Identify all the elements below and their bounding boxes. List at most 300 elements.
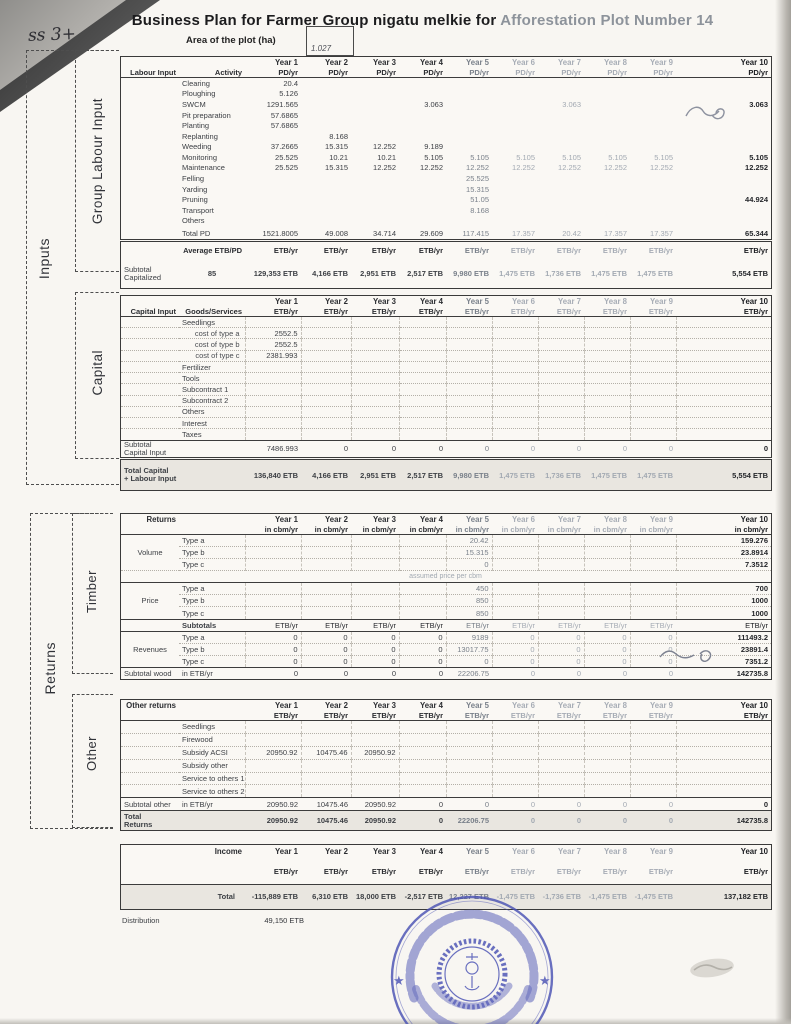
value-cell: 5.105	[749, 152, 768, 162]
value-cell: 20.42	[562, 229, 581, 239]
unit-header: ETB/yr	[556, 866, 582, 876]
value-cell: -1,475 ETB	[584, 884, 630, 909]
value-cell	[399, 110, 446, 121]
unit-header: PD/yr	[446, 67, 492, 78]
value-cell: 18,000 ETB	[351, 884, 399, 909]
value-cell: 25.525	[275, 163, 298, 173]
value-cell	[301, 418, 351, 429]
column-header: Capital Input	[121, 306, 179, 317]
value-cell	[676, 142, 771, 153]
other-returns-table	[121, 700, 771, 830]
value-cell: 1521.8005	[262, 229, 298, 239]
value-cell	[676, 361, 771, 372]
year-header: Year 4	[420, 846, 444, 856]
value-cell	[399, 339, 446, 350]
year-header: Year 1	[275, 514, 298, 524]
year-header: Year 8	[604, 846, 628, 856]
activity-label: Replanting	[182, 131, 218, 141]
unit-header: ETB/yr	[630, 710, 676, 721]
value-cell: 7.3512	[676, 559, 771, 571]
row-spacer	[121, 361, 179, 372]
value-cell: 12.252	[420, 163, 443, 173]
subtotal-wood-unit: in ETB/yr	[179, 667, 245, 679]
official-round-stamp	[383, 886, 561, 1024]
value-cell	[245, 721, 301, 734]
value-cell	[245, 317, 301, 328]
value-cell	[492, 361, 538, 372]
row-spacer	[121, 384, 179, 395]
value-cell	[492, 746, 538, 759]
value-cell: 12.252	[650, 163, 673, 173]
labour-subtotal-section	[120, 241, 772, 289]
unit-header: ETB/yr	[399, 710, 446, 721]
value-cell	[399, 583, 446, 595]
row-spacer	[121, 406, 179, 417]
value-cell	[584, 194, 630, 205]
value-cell: 142735.8	[676, 811, 771, 830]
value-cell: 0	[492, 643, 538, 655]
row-spacer	[121, 350, 179, 361]
value-cell	[630, 317, 676, 328]
total-returns-label	[121, 811, 179, 830]
table-row	[121, 361, 771, 372]
value-cell	[446, 721, 492, 734]
unit-header: ETB/yr	[743, 246, 768, 256]
year-header: Year 10	[740, 700, 768, 710]
spacer-header	[179, 514, 245, 524]
value-cell	[301, 559, 351, 571]
value-cell	[584, 99, 630, 110]
value-cell	[538, 746, 584, 759]
activity-label: Total PD	[182, 229, 211, 239]
value-cell	[676, 406, 771, 417]
value-cell: 25.525	[466, 174, 489, 184]
value-cell	[538, 384, 584, 395]
value-cell	[630, 120, 676, 131]
table-body	[121, 721, 771, 831]
value-cell: 12.252	[604, 163, 627, 173]
value-cell: 0	[584, 798, 630, 811]
table-body	[121, 317, 771, 458]
value-cell	[538, 216, 584, 227]
unit-header: in cbm/yr	[245, 524, 301, 535]
value-cell	[584, 317, 630, 328]
value-cell	[492, 89, 538, 100]
value-cell	[630, 759, 676, 772]
value-cell: 10475.46	[301, 798, 351, 811]
value-cell: 2,951 ETB	[360, 269, 396, 279]
unit-header: ETB/yr	[301, 306, 351, 317]
value-cell	[446, 746, 492, 759]
table-row	[121, 785, 771, 798]
row-spacer	[121, 205, 179, 216]
value-cell	[492, 595, 538, 607]
value-cell	[399, 559, 446, 571]
value-cell	[245, 406, 301, 417]
value-cell	[676, 317, 771, 328]
value-cell	[245, 759, 301, 772]
year-header: Year 3	[373, 57, 396, 67]
value-cell	[245, 559, 301, 571]
value-cell	[584, 120, 630, 131]
unit-header: PD/yr	[399, 67, 446, 78]
value-cell: 0	[584, 643, 630, 655]
value-cell: 0	[245, 667, 301, 679]
table-row	[121, 205, 771, 216]
value-cell	[630, 131, 676, 142]
value-cell: 4,166 ETB	[312, 269, 348, 279]
value-cell: 0	[630, 440, 676, 457]
value-cell: 12.252	[745, 163, 768, 173]
distribution-value: 49,150 ETB	[264, 916, 304, 925]
year-header: Year 9	[650, 700, 673, 710]
value-cell	[399, 194, 446, 205]
row-label-line: Subtotal	[124, 264, 152, 274]
row-spacer	[121, 152, 179, 163]
value-cell	[584, 559, 630, 571]
value-cell	[351, 535, 399, 547]
value-cell	[245, 772, 301, 785]
year-header: Year 7	[558, 846, 582, 856]
value-cell	[245, 216, 301, 227]
activity-label: Pruning	[182, 195, 208, 205]
year-header: Year 6	[512, 846, 536, 856]
table-row	[121, 99, 771, 110]
value-cell: 20950.92	[245, 798, 301, 811]
year-header: Year 4	[420, 57, 443, 67]
value-cell: 9,980 ETB	[453, 470, 490, 480]
type-label: Type b	[179, 643, 245, 655]
value-cell: 0	[584, 667, 630, 679]
value-cell: 0	[301, 440, 351, 457]
value-cell	[301, 216, 351, 227]
value-cell	[245, 785, 301, 798]
labour-table	[121, 57, 771, 239]
value-cell	[630, 406, 676, 417]
unit-header: ETB/yr	[510, 866, 536, 876]
value-cell	[399, 205, 446, 216]
value-cell	[584, 173, 630, 184]
value-cell: 0	[446, 440, 492, 457]
row-spacer	[121, 184, 179, 195]
value-cell: 0	[245, 655, 301, 667]
value-cell	[351, 131, 399, 142]
value-cell	[538, 328, 584, 339]
year-header: Year 3	[373, 846, 397, 856]
unit-header: ETB/yr	[464, 866, 490, 876]
value-cell	[584, 733, 630, 746]
year-header: Year 3	[373, 700, 396, 710]
value-cell	[399, 78, 446, 89]
activity-label: Felling	[182, 174, 205, 184]
value-cell	[492, 99, 538, 110]
value-cell: 0	[301, 667, 351, 679]
unit-header: PD/yr	[630, 67, 676, 78]
type-label: Type b	[179, 547, 245, 559]
value-cell: 5,554 ETB	[732, 470, 769, 480]
value-cell	[676, 429, 771, 440]
unit-header: ETB/yr	[492, 710, 538, 721]
value-cell	[399, 772, 446, 785]
value-cell	[584, 384, 630, 395]
unit-header: PD/yr	[584, 67, 630, 78]
table-head	[121, 700, 771, 721]
unit-header-row	[121, 524, 771, 535]
activity-label: Pit preparation	[182, 110, 231, 120]
unit-header: ETB/yr	[538, 710, 584, 721]
goods-services-label: cost of type c	[179, 350, 245, 361]
unit-header: ETB/yr	[446, 619, 492, 631]
value-cell	[630, 110, 676, 121]
row-spacer	[121, 131, 179, 142]
value-cell: 0	[538, 655, 584, 667]
row-spacer	[121, 99, 179, 110]
value-cell: 0	[676, 440, 771, 457]
value-cell	[584, 350, 630, 361]
value-cell	[351, 772, 399, 785]
value-cell	[399, 317, 446, 328]
value-cell	[630, 99, 676, 110]
value-cell	[446, 131, 492, 142]
unit-header-row	[121, 67, 771, 78]
value-cell	[630, 559, 676, 571]
value-cell	[301, 429, 351, 440]
value-cell: 22206.75	[446, 667, 492, 679]
capital-section-label: Capital	[90, 350, 105, 396]
labour-subtotal-table	[121, 242, 771, 288]
value-cell: 57.6865	[270, 110, 298, 120]
value-cell	[351, 350, 399, 361]
unit-header: in cbm/yr	[492, 524, 538, 535]
value-cell	[351, 721, 399, 734]
year-header: Year 9	[650, 514, 673, 524]
value-cell	[301, 395, 351, 406]
value-cell: 1000	[676, 595, 771, 607]
column-header	[121, 710, 179, 721]
value-cell	[676, 721, 771, 734]
unit-header: ETB/yr	[630, 619, 676, 631]
value-cell: 3.063	[562, 99, 581, 109]
title-main: Business Plan for Farmer Group nigatu melkie for	[131, 12, 501, 29]
type-label: Type c	[179, 607, 245, 619]
value-cell	[446, 99, 492, 110]
value-cell	[676, 216, 771, 227]
other-return-label: Firewood	[179, 733, 245, 746]
table-row	[121, 631, 771, 643]
activity-label: SWCM	[182, 99, 206, 109]
subtotal-capitalized-label	[121, 260, 179, 288]
value-cell	[492, 406, 538, 417]
value-cell: 12.252	[466, 163, 489, 173]
row-spacer	[121, 173, 179, 184]
value-cell	[630, 418, 676, 429]
value-cell	[351, 595, 399, 607]
section-header	[121, 296, 179, 306]
row-spacer	[179, 811, 245, 830]
value-cell	[538, 142, 584, 153]
table-row	[121, 163, 771, 174]
value-cell	[538, 317, 584, 328]
year-header-row	[121, 845, 771, 857]
unit-header: ETB/yr	[648, 866, 674, 876]
value-cell: 0	[538, 643, 584, 655]
row-label-line: Capital Input	[124, 447, 167, 457]
average-etb-pd-value: 85	[207, 269, 217, 279]
value-cell	[538, 721, 584, 734]
unit-header: ETB/yr	[648, 246, 673, 256]
page-right-edge-shadow	[775, 0, 791, 1024]
value-cell	[446, 110, 492, 121]
value-cell	[446, 406, 492, 417]
value-cell	[301, 772, 351, 785]
other-return-label: Subsidy other	[179, 759, 245, 772]
activity-label: Yarding	[182, 184, 208, 194]
year-header: Year 5	[466, 296, 489, 306]
subtotals-label: Subtotals	[179, 619, 245, 631]
table-row	[121, 418, 771, 429]
value-cell	[630, 746, 676, 759]
table-row	[121, 120, 771, 131]
row-spacer	[351, 571, 399, 583]
value-cell	[630, 328, 676, 339]
value-cell	[538, 173, 584, 184]
value-cell: 0	[538, 440, 584, 457]
value-cell: 10.21	[377, 152, 396, 162]
unit-header: ETB/yr	[351, 619, 399, 631]
value-cell: 0	[492, 667, 538, 679]
unit-header: in cbm/yr	[676, 524, 771, 535]
unit-header: PD/yr	[301, 67, 351, 78]
value-cell: 0	[351, 631, 399, 643]
value-cell	[399, 595, 446, 607]
year-header: Year 2	[325, 514, 348, 524]
activity-label: Others	[182, 216, 205, 226]
value-cell	[538, 406, 584, 417]
value-cell: 9189	[446, 631, 492, 643]
value-cell	[492, 785, 538, 798]
income-header: Income	[214, 846, 243, 856]
table-row	[121, 535, 771, 547]
volume-group-label: Volume	[121, 535, 179, 571]
table-body	[121, 242, 771, 288]
value-cell: 0	[630, 667, 676, 679]
goods-services-label: Interest	[179, 418, 245, 429]
year-header: Year 10	[740, 296, 768, 306]
activity-label: Planting	[182, 121, 210, 131]
value-cell	[492, 429, 538, 440]
unit-header: PD/yr	[351, 67, 399, 78]
value-cell: 15.315	[325, 163, 348, 173]
value-cell	[351, 429, 399, 440]
value-cell	[351, 406, 399, 417]
unit-header: ETB/yr	[399, 306, 446, 317]
value-cell	[245, 373, 301, 384]
year-header: Year 1	[275, 57, 298, 67]
value-cell	[584, 746, 630, 759]
value-cell	[351, 559, 399, 571]
value-cell	[492, 216, 538, 227]
value-cell: 20.42	[446, 535, 492, 547]
value-cell	[351, 328, 399, 339]
value-cell	[492, 384, 538, 395]
value-cell	[492, 317, 538, 328]
other-returns-section	[120, 699, 772, 831]
value-cell: 22206.75	[446, 811, 492, 830]
value-cell	[492, 547, 538, 559]
unit-header: ETB/yr	[676, 619, 771, 631]
value-cell	[584, 547, 630, 559]
value-cell	[584, 216, 630, 227]
table-row	[121, 559, 771, 571]
value-cell: 0	[584, 811, 630, 830]
value-cell	[584, 535, 630, 547]
unit-header: in cbm/yr	[351, 524, 399, 535]
year-header-row	[121, 57, 771, 67]
row-spacer	[121, 772, 179, 785]
type-label: Type a	[179, 535, 245, 547]
value-cell: 0	[630, 631, 676, 643]
activity-label: Transport	[182, 205, 214, 215]
value-cell	[492, 205, 538, 216]
value-cell	[351, 99, 399, 110]
value-cell	[399, 406, 446, 417]
value-cell	[446, 733, 492, 746]
value-cell: 850	[446, 607, 492, 619]
value-cell: 0	[301, 655, 351, 667]
year-header: Year 7	[558, 700, 581, 710]
value-cell	[630, 607, 676, 619]
value-cell: 1,475 ETB	[499, 269, 535, 279]
value-cell	[446, 361, 492, 372]
value-cell	[492, 350, 538, 361]
value-cell	[538, 535, 584, 547]
distribution-label: Distribution	[122, 916, 160, 925]
value-cell	[676, 89, 771, 100]
value-cell: 15.315	[446, 547, 492, 559]
value-cell	[399, 350, 446, 361]
value-cell	[538, 418, 584, 429]
row-spacer	[121, 759, 179, 772]
section-header: Other returns	[126, 700, 176, 710]
row-spacer	[121, 163, 179, 174]
value-cell: 15.315	[466, 184, 489, 194]
value-cell	[301, 607, 351, 619]
value-cell: 450	[446, 583, 492, 595]
value-cell	[492, 142, 538, 153]
value-cell	[245, 733, 301, 746]
value-cell	[245, 547, 301, 559]
value-cell: 25.525	[275, 152, 298, 162]
value-cell: 0	[301, 643, 351, 655]
year-header: Year 10	[740, 514, 768, 524]
unit-header: ETB/yr	[446, 306, 492, 317]
value-cell	[676, 78, 771, 89]
type-label: Type b	[179, 595, 245, 607]
value-cell	[351, 733, 399, 746]
value-cell	[446, 142, 492, 153]
value-cell: 29.609	[420, 229, 443, 239]
value-cell: 0	[492, 631, 538, 643]
unit-header: ETB/yr	[301, 710, 351, 721]
row-spacer	[121, 571, 179, 583]
value-cell	[399, 173, 446, 184]
value-cell: 5.105	[516, 152, 535, 162]
value-cell	[301, 373, 351, 384]
value-cell	[351, 418, 399, 429]
table-row	[121, 78, 771, 89]
labour-input-section	[120, 56, 772, 240]
table-head	[121, 296, 771, 317]
